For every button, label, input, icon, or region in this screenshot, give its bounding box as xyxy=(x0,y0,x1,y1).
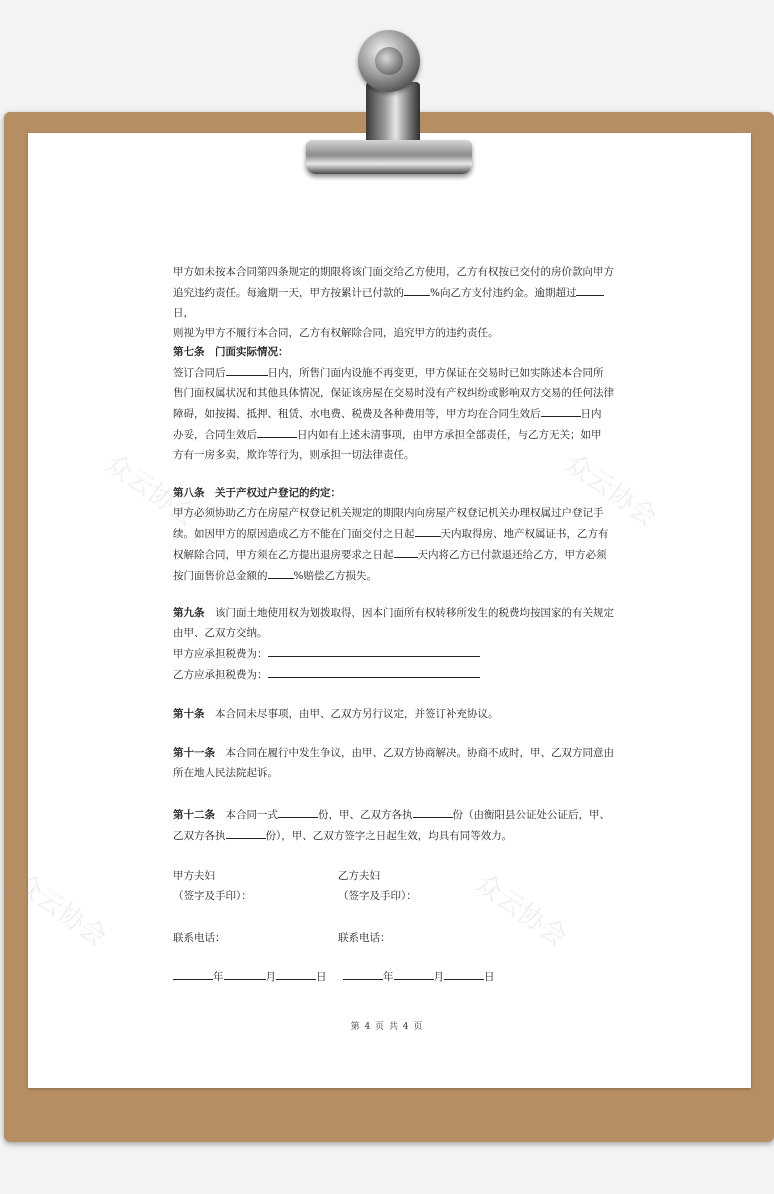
section-title: 第十条 xyxy=(173,708,205,720)
text-fragment: 本合同一式 xyxy=(215,809,278,821)
section-10 xyxy=(173,704,623,724)
blank-field[interactable] xyxy=(404,282,430,296)
day-blank[interactable] xyxy=(444,966,484,980)
section-11 xyxy=(173,743,623,783)
text-fragment: 本合同在履行中发生争议，由甲、乙双方协商解决。协商不成时，甲、乙双方同意由 xyxy=(215,747,614,759)
text-line: 售门面权属状况和其他具体情况，保证该房屋在交易时没有产权纠纷或影响双方交易的任何法律 xyxy=(173,387,614,399)
paragraph-top xyxy=(173,262,623,343)
binder-clip-plate xyxy=(306,140,472,174)
section-title: 第十二条 xyxy=(173,809,215,821)
month-label: 月 xyxy=(265,971,276,983)
text-fragment: 日内 xyxy=(580,408,602,420)
blank-field[interactable] xyxy=(394,544,418,558)
year-blank[interactable] xyxy=(173,966,213,980)
section-7 xyxy=(173,342,623,465)
party-a-date xyxy=(173,966,327,987)
text-fragment: 本合同未尽事项，由甲、乙双方另行议定，并签订补充协议。 xyxy=(204,708,499,720)
year-label: 年 xyxy=(383,971,394,983)
text-fragment: 份），甲、乙双方签字之日起生效，均具有同等效力。 xyxy=(265,830,513,842)
month-blank[interactable] xyxy=(394,966,434,980)
day-label: 日 xyxy=(484,971,495,983)
day-label: 日 xyxy=(316,971,327,983)
party-a-phone: 联系电话： xyxy=(173,932,226,944)
section-title: 第八条 关于产权过户登记的约定： xyxy=(173,487,341,499)
text-line: 则视为甲方不履行本合同，乙方有权解除合同，追究甲方的违约责任。 xyxy=(173,327,499,339)
text-fragment: 追究违约责任。每逾期一天，甲方按累计已付款的 xyxy=(173,287,404,299)
text-fragment: 日内如有上述未清事项，由甲方承担全部责任，与乙方无关；如甲 xyxy=(297,429,602,441)
tax-line-a xyxy=(173,643,623,664)
text-fragment: 天内取得房、地产权属证书，乙方有 xyxy=(440,528,609,540)
blank-field[interactable] xyxy=(278,804,318,818)
day-blank[interactable] xyxy=(276,966,316,980)
month-blank[interactable] xyxy=(224,966,266,980)
text-fragment: 该门面土地使用权为划拨取得，因本门面所有权转移所发生的税费均按国家的有关规定 xyxy=(204,607,614,619)
section-title: 第九条 xyxy=(173,607,205,619)
text-fragment: 续。如因甲方的原因造成乙方不能在门面交付之日起 xyxy=(173,528,415,540)
party-a-sign-note: （签字及手印）： xyxy=(173,890,252,902)
section-title: 第七条 门面实际情况： xyxy=(173,346,289,358)
blank-field[interactable] xyxy=(415,523,441,537)
blank-field[interactable] xyxy=(226,825,266,839)
text-fragment: 甲方应承担税费为： xyxy=(173,648,268,660)
text-line: 由甲、乙双方交纳。 xyxy=(173,627,268,639)
text-line: 甲方如未按本合同第四条规定的期限将该门面交给乙方使用，乙方有权按已交付的房价款向甲方 xyxy=(173,266,614,278)
section-title: 第十一条 xyxy=(173,747,215,759)
text-fragment: 障碍，如按揭、抵押、租赁、水电费、税费及各种费用等，甲方均在合同生效后 xyxy=(173,408,541,420)
blank-field[interactable] xyxy=(268,643,480,657)
text-line: 所在地人民法院起诉。 xyxy=(173,767,278,779)
section-9 xyxy=(173,603,623,685)
text-fragment: 办妥，合同生效后 xyxy=(173,429,257,441)
party-b-phone: 联系电话： xyxy=(338,932,391,944)
text-fragment: 日内，所售门面内设施不再变更，甲方保证在交易时已如实陈述本合同所 xyxy=(267,367,604,379)
text-line xyxy=(173,565,623,586)
text-line xyxy=(173,743,623,763)
binder-clip-ring xyxy=(358,30,420,92)
text-fragment: 份，甲、乙双方各执 xyxy=(318,809,413,821)
section-12 xyxy=(173,804,623,846)
blank-field[interactable] xyxy=(413,804,453,818)
text-fragment: 份（由衡阳县公证处公证后，甲、 xyxy=(452,809,610,821)
text-fragment: 按门面售价总金额的 xyxy=(173,570,268,582)
text-line xyxy=(173,704,623,724)
text-fragment: %赔偿乙方损失。 xyxy=(293,570,377,582)
blank-field[interactable] xyxy=(576,282,604,296)
party-a-label: 甲方夫妇 xyxy=(173,870,215,882)
party-b-date xyxy=(343,966,495,987)
year-blank[interactable] xyxy=(343,966,383,980)
text-fragment: 乙方应承担税费为： xyxy=(173,669,268,681)
text-fragment: 日， xyxy=(173,307,194,319)
binder-clip xyxy=(296,26,480,178)
blank-field[interactable] xyxy=(541,403,581,417)
text-line xyxy=(173,523,623,544)
text-fragment: 天内将乙方已付款退还给乙方，甲方必须 xyxy=(417,549,607,561)
text-fragment: 权解除合同，甲方须在乙方提出退房要求之日起 xyxy=(173,549,394,561)
blank-field[interactable] xyxy=(268,664,480,678)
text-line xyxy=(173,403,623,424)
text-fragment: %向乙方支付违约金。逾期超过 xyxy=(430,287,577,299)
text-line xyxy=(173,282,623,323)
section-8 xyxy=(173,483,623,586)
blank-field[interactable] xyxy=(268,565,294,579)
text-line xyxy=(173,544,623,565)
page-number: 第 4 页 共 4 页 xyxy=(350,1022,424,1032)
month-label: 月 xyxy=(433,971,444,983)
tax-line-b xyxy=(173,664,623,685)
blank-field[interactable] xyxy=(226,362,268,376)
text-line: 方有一房多卖，欺诈等行为，则承担一切法律责任。 xyxy=(173,449,415,461)
text-fragment: 乙双方各执 xyxy=(173,830,226,842)
party-b-label: 乙方夫妇 xyxy=(338,870,380,882)
blank-field[interactable] xyxy=(257,424,297,438)
party-b-sign-note: （签字及手印）： xyxy=(338,890,417,902)
text-line: 甲方必须协助乙方在房屋产权登记机关规定的期限内向房屋产权登记机关办理权属过户登记手 xyxy=(173,507,604,519)
text-line xyxy=(173,603,623,623)
text-line xyxy=(173,804,623,825)
text-fragment: 签订合同后 xyxy=(173,367,226,379)
year-label: 年 xyxy=(213,971,224,983)
text-line xyxy=(173,424,623,445)
text-line xyxy=(173,825,623,846)
text-line xyxy=(173,362,623,383)
